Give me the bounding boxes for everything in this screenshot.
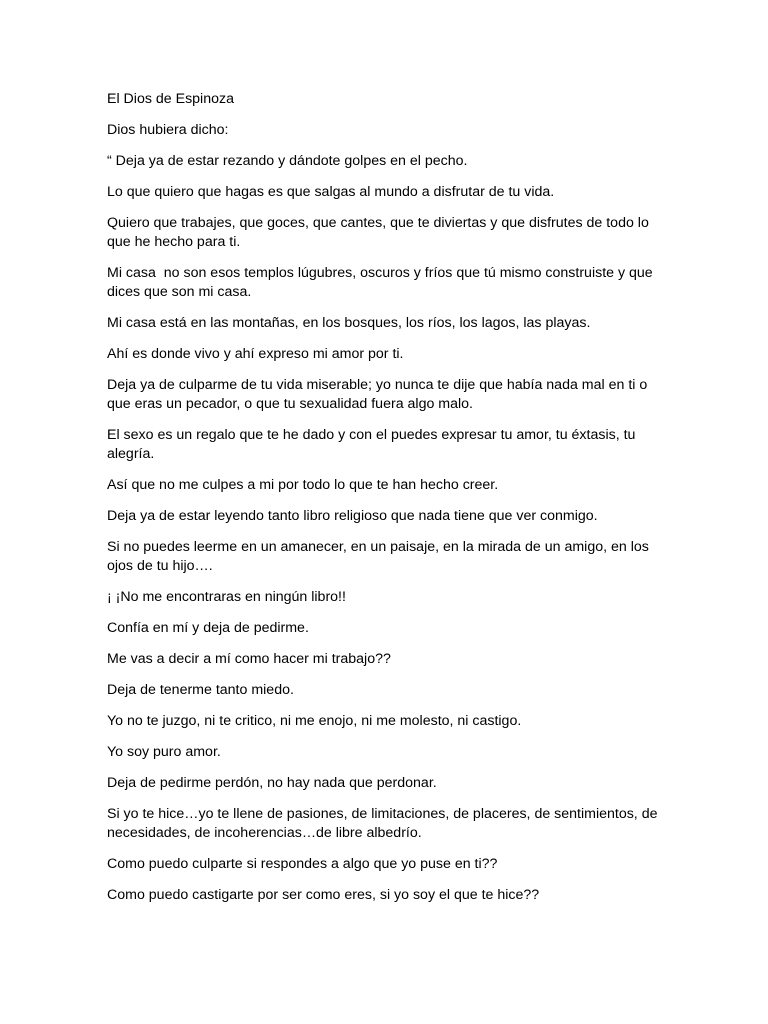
paragraph: Confía en mí y deja de pedirme. — [107, 620, 309, 636]
paragraph: Como puedo castigarte por ser como eres, si yo soy el que te hice?? — [107, 887, 540, 903]
paragraph: Así que no me culpes a mi por todo lo que te han hecho creer. — [107, 477, 499, 493]
paragraph: Yo no te juzgo, ni te critico, ni me enojo, ni me molesto, ni castigo. — [107, 713, 522, 729]
paragraph: Deja ya de estar leyendo tanto libro religioso que nada tiene que ver conmigo. — [107, 508, 598, 524]
document-title: El Dios de Espinoza — [107, 91, 234, 107]
paragraph: Quiero que trabajes, que goces, que cantes, que te diviertas y que disfrutes de todo lo que he hecho para ti. — [107, 215, 653, 250]
paragraph: Si no puedes leerme en un amanecer, en un paisaje, en la mirada de un amigo, en los ojos de tu hijo…. — [107, 539, 653, 574]
paragraph: El sexo es un regalo que te he dado y con el puedes expresar tu amor, tu éxtasis, tu alegría. — [107, 427, 640, 462]
paragraph: Deja de tenerme tanto miedo. — [107, 682, 294, 698]
paragraph: Si yo te hice…yo te llene de pasiones, de limitaciones, de placeres, de sentimientos, de necesidades, de incoherencias…de libre albedrío. — [107, 806, 662, 841]
paragraph: Yo soy puro amor. — [107, 744, 221, 760]
paragraph: Deja ya de culparme de tu vida miserable; yo nunca te dije que había nada mal en ti o que eras un pecador, o que tu sexualidad fuera algo malo. — [107, 377, 652, 412]
paragraph: ¡ ¡No me encontraras en ningún libro!! — [107, 589, 346, 605]
paragraph: Como puedo culparte si respondes a algo que yo puse en ti?? — [107, 856, 498, 872]
paragraph: Ahí es donde vivo y ahí expreso mi amor por ti. — [107, 346, 404, 362]
paragraph: Lo que quiero que hagas es que salgas al mundo a disfrutar de tu vida. — [107, 184, 555, 200]
paragraph: Deja de pedirme perdón, no hay nada que perdonar. — [107, 775, 437, 791]
paragraph: Mi casa no son esos templos lúgubres, oscuros y fríos que tú mismo construiste y que dices que son mi casa. — [107, 265, 657, 300]
document-body — [107, 90, 667, 917]
paragraph: “ Deja ya de estar rezando y dándote golpes en el pecho. — [107, 153, 468, 169]
paragraph: Me vas a decir a mí como hacer mi trabajo?? — [107, 651, 391, 667]
paragraph: Dios hubiera dicho: — [107, 122, 229, 138]
paragraph: Mi casa está en las montañas, en los bosques, los ríos, los lagos, las playas. — [107, 315, 591, 331]
